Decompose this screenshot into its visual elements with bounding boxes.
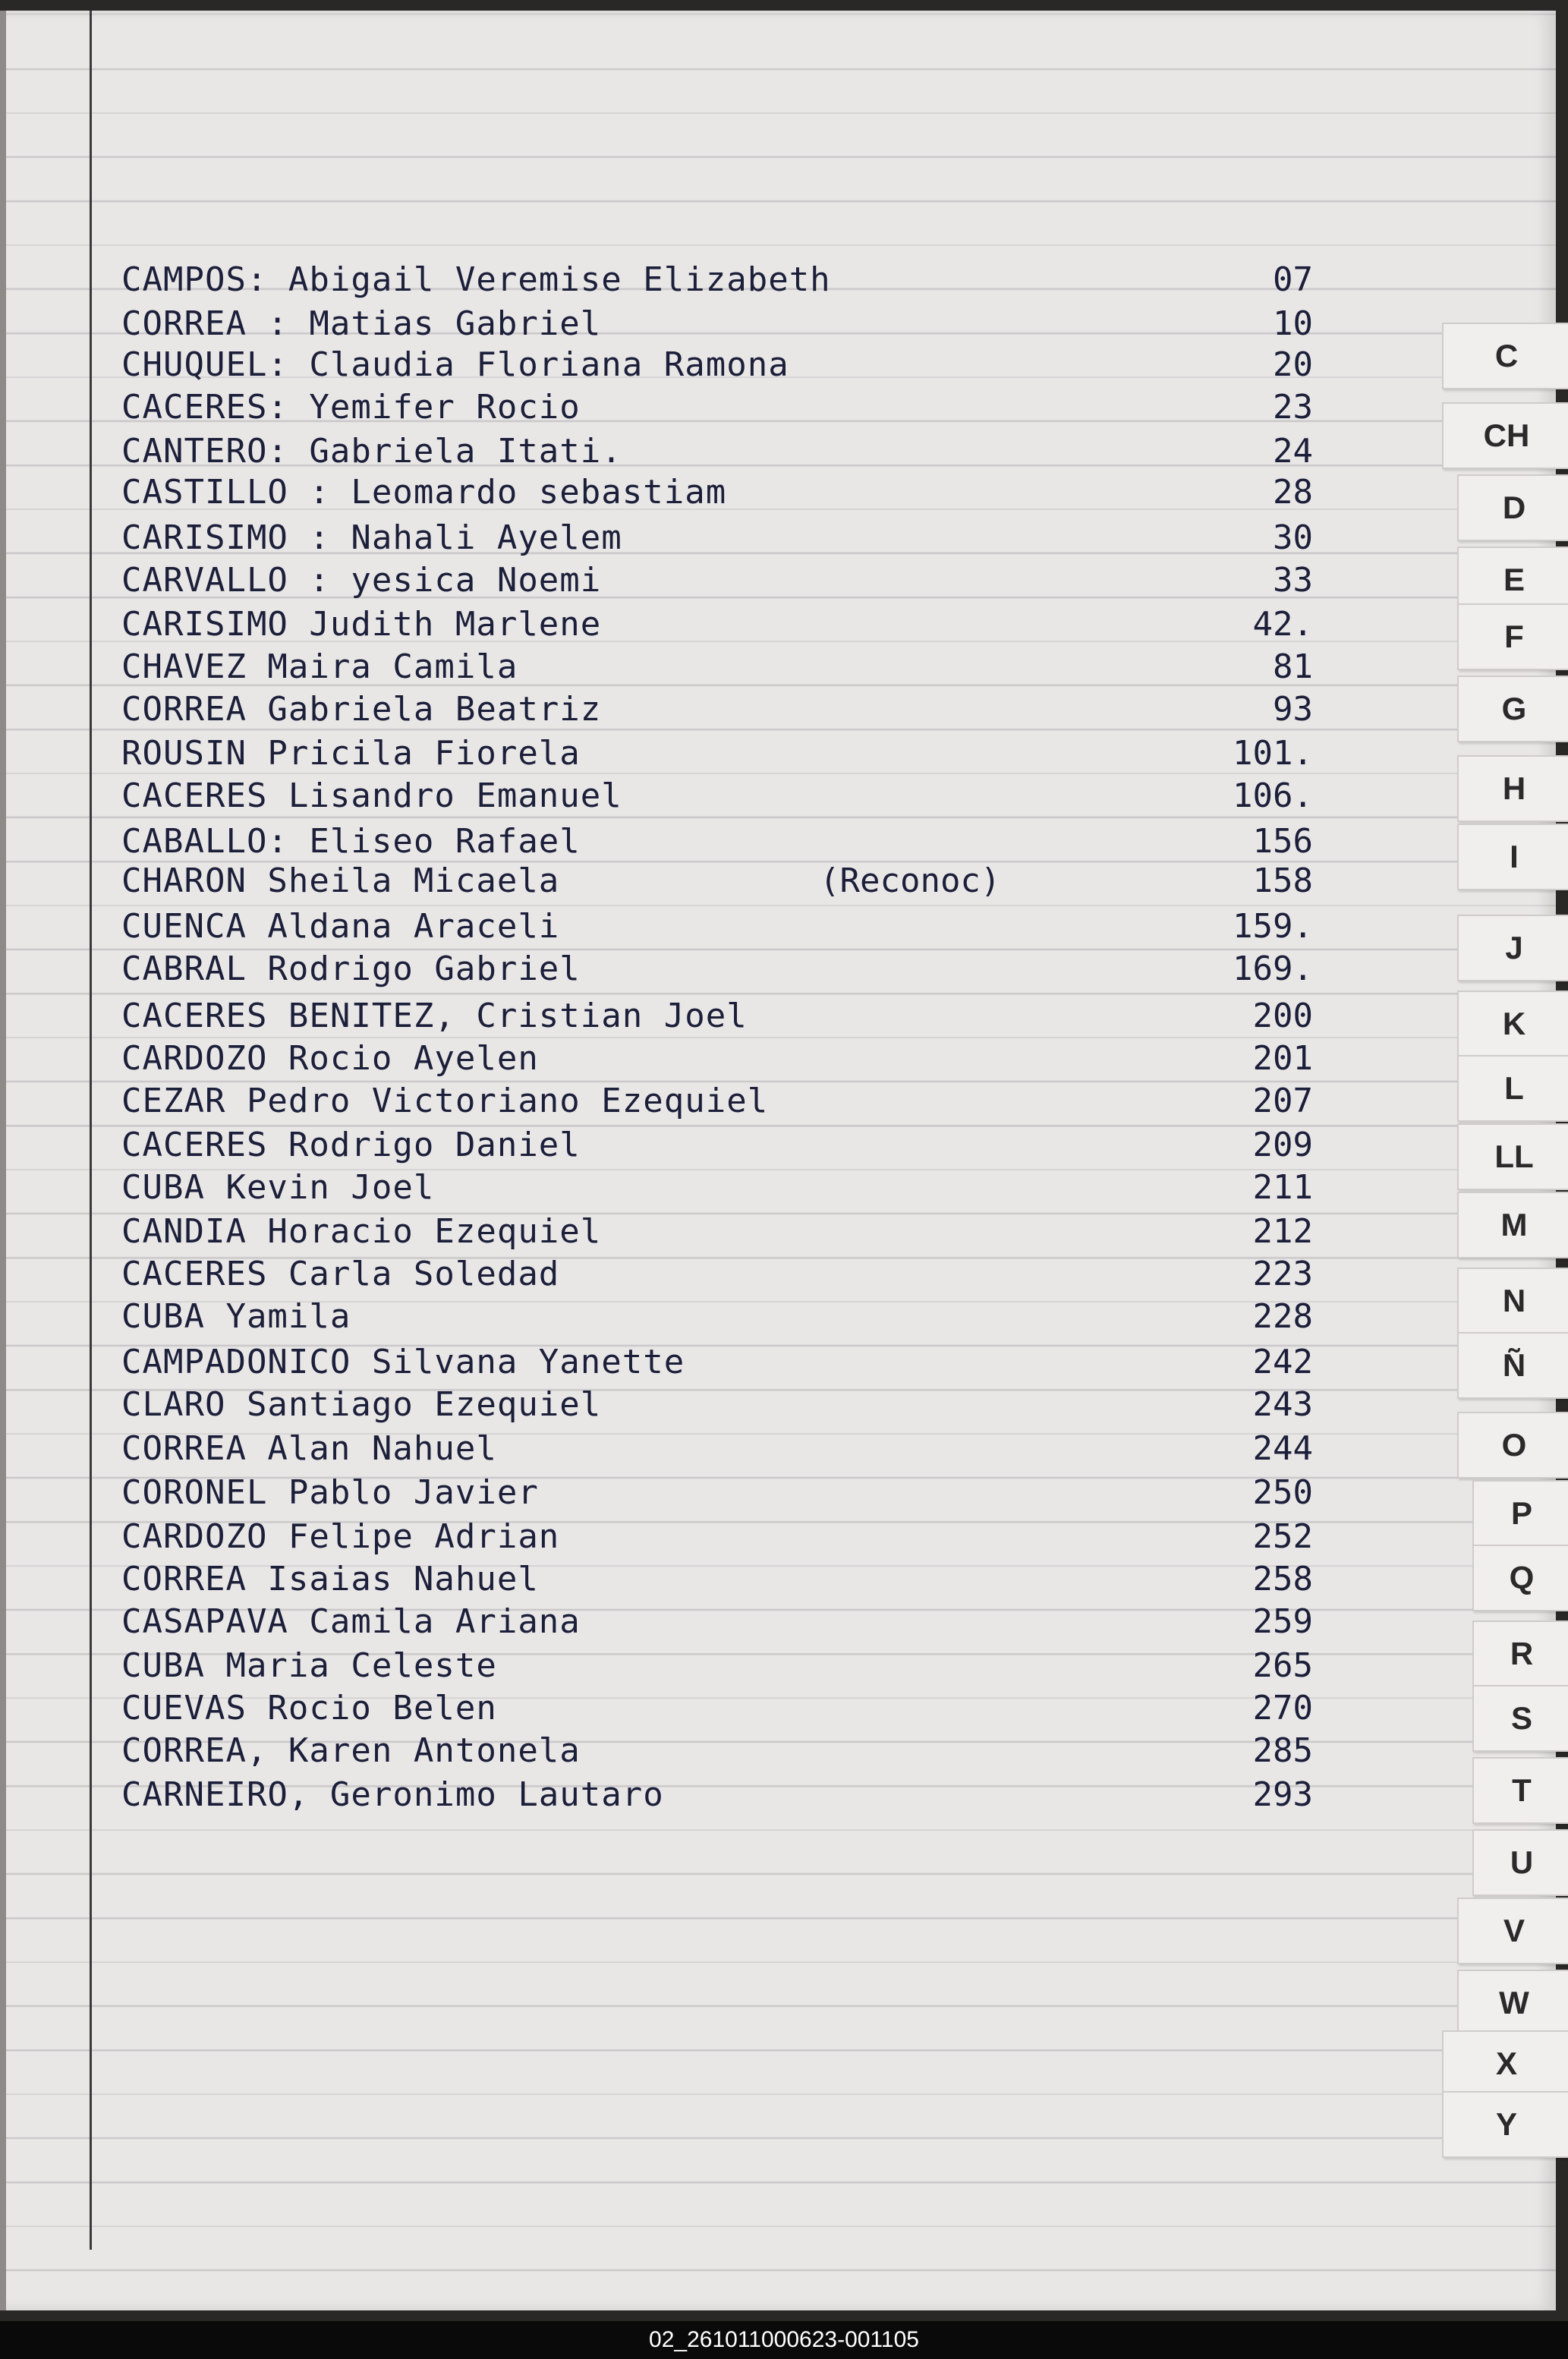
list-item xyxy=(0,1466,1442,1512)
entry-number: 07 xyxy=(1273,260,1313,299)
entry-name: CORREA Isaias Nahuel xyxy=(121,1560,539,1598)
index-tab[interactable] xyxy=(1442,2030,1568,2097)
entry-number: 244 xyxy=(1252,1429,1313,1468)
index-tab-label: F xyxy=(1504,619,1524,654)
list-item xyxy=(0,900,1442,946)
index-tab-label: D xyxy=(1502,490,1526,525)
entry-name: CANDIA Horacio Ezequiel xyxy=(121,1212,602,1251)
entry-number: 10 xyxy=(1273,304,1313,343)
index-tab[interactable] xyxy=(1457,755,1568,822)
list-item xyxy=(0,1205,1442,1251)
index-tab-label: G xyxy=(1501,691,1527,726)
list-item xyxy=(0,1768,1442,1814)
entry-number: 209 xyxy=(1252,1126,1313,1164)
list-item xyxy=(0,1595,1442,1641)
entry-number: 20 xyxy=(1273,345,1313,384)
index-tab[interactable] xyxy=(1457,1055,1568,1122)
list-item xyxy=(0,815,1442,861)
index-tab-label: T xyxy=(1512,1772,1532,1808)
entry-number: 200 xyxy=(1252,997,1313,1035)
index-tab-label: K xyxy=(1502,1006,1526,1041)
entry-name: CORREA Alan Nahuel xyxy=(121,1429,497,1468)
index-tab-label: Q xyxy=(1509,1560,1535,1595)
index-tab-label: X xyxy=(1495,2046,1517,2081)
entry-name: CEZAR Pedro Victoriano Ezequiel xyxy=(121,1082,769,1120)
list-item xyxy=(0,1161,1442,1207)
index-tab[interactable] xyxy=(1457,1412,1568,1479)
entry-name: CARNEIRO, Geronimo Lautaro xyxy=(121,1775,664,1814)
entry-name: CACERES Rodrigo Daniel xyxy=(121,1126,581,1164)
entry-number: 293 xyxy=(1252,1775,1313,1814)
entry-number: 156 xyxy=(1252,822,1313,861)
entry-number: 24 xyxy=(1273,432,1313,471)
index-tab[interactable] xyxy=(1457,824,1568,890)
list-item xyxy=(0,641,1442,686)
entry-list xyxy=(0,11,1556,2310)
entry-name: CARVALLO : yesica Noemi xyxy=(121,561,602,600)
list-item xyxy=(0,1075,1442,1120)
entry-number: 259 xyxy=(1252,1602,1313,1641)
entry-number: 228 xyxy=(1252,1297,1313,1336)
entry-number: 42. xyxy=(1252,605,1313,644)
list-item xyxy=(0,943,1442,988)
list-item xyxy=(0,770,1442,815)
entry-number: 101. xyxy=(1233,734,1313,773)
alphabet-index-tabs xyxy=(1442,0,1568,2359)
entry-number: 250 xyxy=(1252,1473,1313,1512)
entry-number: 243 xyxy=(1252,1385,1313,1424)
entry-name: CUBA Maria Celeste xyxy=(121,1646,497,1685)
index-tab[interactable] xyxy=(1472,1757,1568,1824)
entry-number: 93 xyxy=(1273,690,1313,729)
entry-note: (Reconoc) xyxy=(820,861,1001,900)
entry-name: CACERES Carla Soledad xyxy=(121,1255,560,1293)
entry-name: CASTILLO : Leomardo sebastiam xyxy=(121,473,727,512)
index-tab-label: Ñ xyxy=(1502,1347,1526,1383)
list-item xyxy=(0,1032,1442,1078)
entry-number: 265 xyxy=(1252,1646,1313,1685)
entry-name: CARDOZO Rocio Ayelen xyxy=(121,1039,539,1078)
entry-name: CARISIMO : Nahali Ayelem xyxy=(121,518,622,557)
index-tab-label: U xyxy=(1510,1844,1534,1880)
entry-name: CASAPAVA Camila Ariana xyxy=(121,1602,581,1641)
index-tab[interactable] xyxy=(1457,676,1568,742)
index-tab-label: S xyxy=(1510,1700,1532,1736)
entry-number: 258 xyxy=(1252,1560,1313,1598)
entry-number: 285 xyxy=(1252,1731,1313,1770)
index-tab-label: H xyxy=(1502,770,1526,806)
entry-number: 81 xyxy=(1273,647,1313,686)
entry-name: CAMPOS: Abigail Veremise Elizabeth xyxy=(121,260,831,299)
list-item xyxy=(0,1553,1442,1598)
index-tab[interactable] xyxy=(1457,1898,1568,1964)
entry-number: 223 xyxy=(1252,1255,1313,1293)
list-item xyxy=(0,1119,1442,1164)
index-tab[interactable] xyxy=(1457,1268,1568,1334)
index-tab-label: V xyxy=(1503,1913,1525,1948)
index-tab[interactable] xyxy=(1457,1970,1568,2036)
list-item xyxy=(0,1724,1442,1770)
entry-number: 211 xyxy=(1252,1168,1313,1207)
entry-name: CACERES: Yemifer Rocio xyxy=(121,388,581,427)
list-item xyxy=(0,855,1442,900)
index-tab[interactable] xyxy=(1457,474,1568,541)
entry-name: CAMPADONICO Silvana Yanette xyxy=(121,1343,685,1381)
notebook-page xyxy=(0,11,1556,2310)
index-tab-label: Y xyxy=(1495,2106,1517,2142)
list-item xyxy=(0,990,1442,1035)
entry-number: 242 xyxy=(1252,1343,1313,1381)
image-id-footer xyxy=(0,2321,1568,2359)
index-tab[interactable] xyxy=(1472,1829,1568,1896)
entry-name: CORREA Gabriela Beatriz xyxy=(121,690,602,729)
index-tab[interactable] xyxy=(1442,402,1568,469)
index-tab[interactable] xyxy=(1442,323,1568,389)
list-item xyxy=(0,1248,1442,1293)
index-tab-label: C xyxy=(1494,338,1519,373)
entry-number: 33 xyxy=(1273,561,1313,600)
index-tab-label: L xyxy=(1504,1070,1524,1106)
footer-text: 02_261011000623-001105 xyxy=(649,2327,919,2352)
entry-number: 169. xyxy=(1233,950,1313,988)
index-tab-label: LL xyxy=(1494,1139,1534,1174)
index-tab-label: P xyxy=(1510,1495,1532,1531)
list-item xyxy=(0,466,1442,512)
entry-name: CUEVAS Rocio Belen xyxy=(121,1689,497,1728)
index-tab[interactable] xyxy=(1472,1545,1568,1611)
list-item xyxy=(0,425,1442,471)
list-item xyxy=(0,298,1442,343)
list-item xyxy=(0,727,1442,773)
entry-name: CUENCA Aldana Araceli xyxy=(121,907,560,946)
entry-number: 207 xyxy=(1252,1082,1313,1120)
index-tab[interactable] xyxy=(1457,1332,1568,1399)
entry-number: 106. xyxy=(1233,776,1313,815)
entry-name: CACERES BENITEZ, Cristian Joel xyxy=(121,997,748,1035)
index-tab[interactable] xyxy=(1472,1620,1568,1687)
index-tab-label: CH xyxy=(1483,417,1530,453)
index-tab[interactable] xyxy=(1457,1192,1568,1258)
list-item xyxy=(0,1336,1442,1381)
entry-number: 212 xyxy=(1252,1212,1313,1251)
index-tab[interactable] xyxy=(1457,603,1568,670)
entry-number: 201 xyxy=(1252,1039,1313,1078)
index-tab-label: R xyxy=(1510,1636,1534,1671)
entry-name: CANTERO: Gabriela Itati. xyxy=(121,432,622,471)
index-tab-label: E xyxy=(1503,562,1525,597)
list-item xyxy=(0,339,1442,384)
index-tab[interactable] xyxy=(1457,1123,1568,1190)
entry-name: CUBA Kevin Joel xyxy=(121,1168,435,1207)
entry-name: CORONEL Pablo Javier xyxy=(121,1473,539,1512)
entry-name: ROUSIN Pricila Fiorela xyxy=(121,734,581,773)
index-tab[interactable] xyxy=(1457,915,1568,981)
list-item xyxy=(0,381,1442,427)
entry-number: 30 xyxy=(1273,518,1313,557)
index-tab-label: M xyxy=(1500,1207,1528,1242)
list-item xyxy=(0,1422,1442,1468)
entry-name: CARISIMO Judith Marlene xyxy=(121,605,602,644)
index-tab-label: N xyxy=(1502,1283,1526,1318)
list-item xyxy=(0,554,1442,600)
list-item xyxy=(0,254,1442,299)
list-item xyxy=(0,1290,1442,1336)
list-item xyxy=(0,512,1442,557)
list-item xyxy=(0,683,1442,729)
entry-name: CARDOZO Felipe Adrian xyxy=(121,1517,560,1556)
entry-number: 23 xyxy=(1273,388,1313,427)
index-tab-label: W xyxy=(1499,1985,1529,2020)
index-tab[interactable] xyxy=(1442,2091,1568,2158)
entry-name: CACERES Lisandro Emanuel xyxy=(121,776,622,815)
index-tab[interactable] xyxy=(1472,1480,1568,1547)
index-tab-label: I xyxy=(1510,839,1519,874)
list-item xyxy=(0,1639,1442,1685)
entry-name: CORREA, Karen Antonela xyxy=(121,1731,581,1770)
entry-name: CLARO Santiago Ezequiel xyxy=(121,1385,602,1424)
entry-name: CABALLO: Eliseo Rafael xyxy=(121,822,581,861)
index-tab[interactable] xyxy=(1457,991,1568,1057)
entry-number: 270 xyxy=(1252,1689,1313,1728)
list-item xyxy=(0,1682,1442,1728)
index-tab[interactable] xyxy=(1472,1685,1568,1752)
index-tab-label: J xyxy=(1505,930,1523,965)
entry-number: 159. xyxy=(1233,907,1313,946)
list-item xyxy=(0,1378,1442,1424)
entry-number: 28 xyxy=(1273,473,1313,512)
index-tab-label: O xyxy=(1501,1427,1527,1463)
entry-number: 252 xyxy=(1252,1517,1313,1556)
entry-number: 158 xyxy=(1252,861,1313,900)
entry-name: CABRAL Rodrigo Gabriel xyxy=(121,950,581,988)
list-item xyxy=(0,598,1442,644)
entry-name: CHUQUEL: Claudia Floriana Ramona xyxy=(121,345,789,384)
entry-name: CORREA : Matias Gabriel xyxy=(121,304,602,343)
entry-name: CHARON Sheila Micaela xyxy=(121,861,560,900)
list-item xyxy=(0,1510,1442,1556)
entry-name: CUBA Yamila xyxy=(121,1297,351,1336)
entry-name: CHAVEZ Maira Camila xyxy=(121,647,518,686)
